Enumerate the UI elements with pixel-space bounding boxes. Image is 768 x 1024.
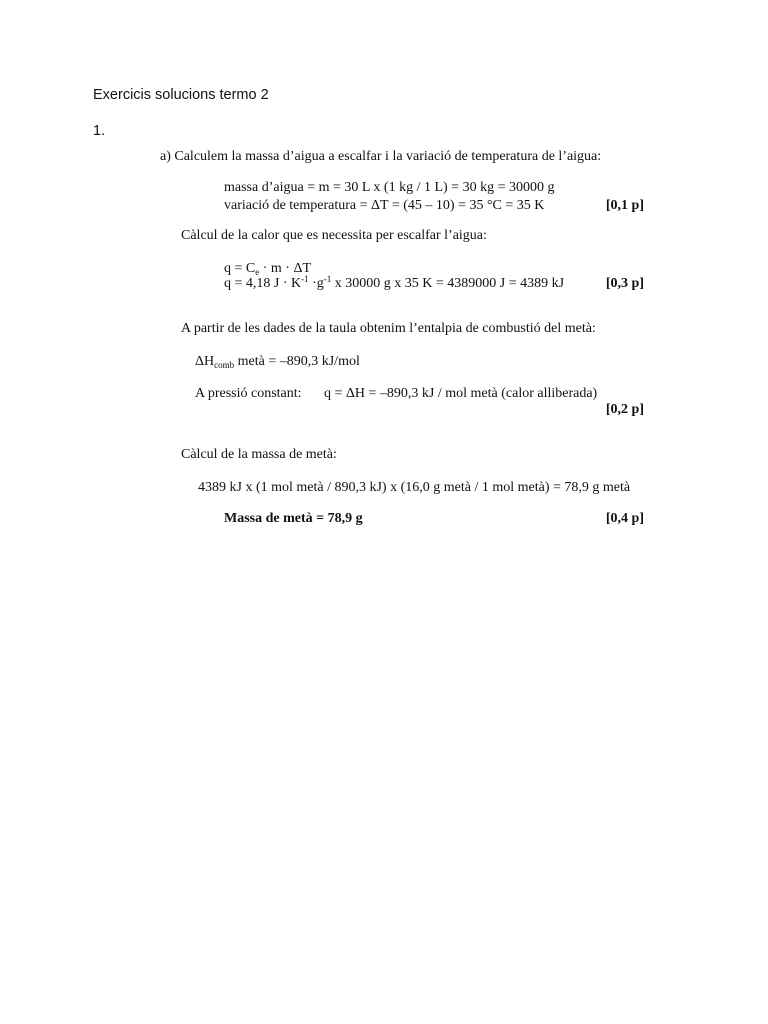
temperature-variation-line: variació de temperatura = ΔT = (45 – 10) = 35 °C = 35 K: [224, 198, 545, 213]
heat-formula-suffix: · m · ΔT: [259, 261, 312, 276]
points-label-2: [0,3 p]: [605, 276, 644, 291]
heat-calc-exponent-2: -1: [323, 274, 332, 284]
enthalpy-heading: A partir de les dades de la taula obtenim l’entalpia de combustió del metà:: [181, 321, 596, 336]
part-a-intro: a) Calculem la massa d’aigua a escalfar i la variació de temperatura de l’aigua:: [160, 149, 602, 164]
question-number: 1.: [93, 123, 106, 139]
enthalpy-value: [195, 354, 360, 370]
methane-mass-result: Massa de metà = 78,9 g: [224, 511, 363, 526]
heat-calc-part-3: x 30000 g x 35 K = 4389000 J = 4389 kJ: [331, 276, 565, 291]
heat-calc-exponent-1: -1: [301, 274, 309, 284]
pressure-label: A pressió constant:: [195, 386, 302, 401]
heat-formula-prefix: q = C: [224, 261, 256, 276]
points-label-3: [0,2 p]: [605, 402, 644, 417]
heat-formula-subscript: e: [255, 267, 260, 277]
heat-calculation-heading: Càlcul de la calor que es necessita per escalfar l’aigua:: [181, 228, 487, 243]
heat-calc-part-1: q = 4,18 J · K: [224, 276, 302, 291]
pressure-equation: q = ΔH = –890,3 kJ / mol metà (calor alliberada): [324, 386, 598, 401]
enthalpy-subscript: comb: [214, 360, 235, 370]
document-title: Exercicis solucions termo 2: [93, 87, 269, 103]
heat-formula: [224, 261, 311, 277]
water-mass-line: massa d’aigua = m = 30 L x (1 kg / 1 L) = 30 kg = 30000 g: [224, 180, 555, 195]
heat-calculation: [224, 276, 564, 292]
points-label-1: [0,1 p]: [605, 198, 644, 213]
points-label-4: [0,4 p]: [605, 511, 644, 526]
methane-mass-heading: Càlcul de la massa de metà:: [181, 447, 337, 462]
methane-mass-calculation: 4389 kJ x (1 mol metà / 890,3 kJ) x (16,0 g metà / 1 mol metà) = 78,9 g metà: [198, 480, 631, 495]
enthalpy-prefix: ΔH: [195, 354, 215, 369]
enthalpy-suffix: metà = –890,3 kJ/mol: [234, 354, 360, 369]
heat-calc-part-2: ·g: [308, 276, 324, 291]
